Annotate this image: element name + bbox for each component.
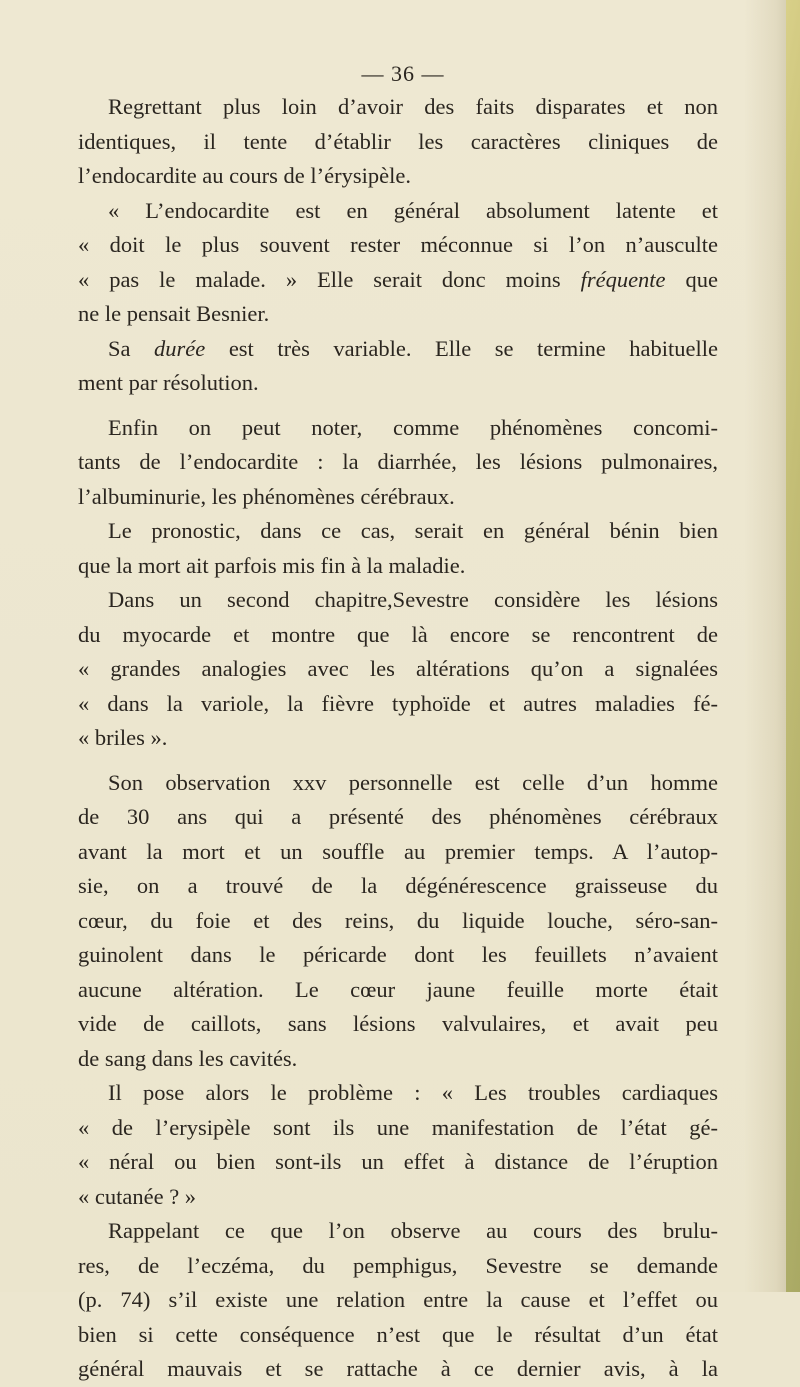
text-line — [78, 263, 718, 298]
paragraph-gap — [78, 756, 718, 766]
text-line: ne le pensait Besnier. — [78, 301, 270, 326]
text-line: identiques, il tente d’établir les caractères cliniques de — [78, 128, 718, 154]
text-line: Son observation xxv personnelle est celle d’un homme — [108, 769, 718, 795]
text-run: « pas le malade. » Elle serait donc moins — [78, 266, 581, 292]
text-line: vide de caillots, sans lésions valvulaires, et avait peu — [78, 1011, 718, 1036]
text-line: Il pose alors le problème : « Les troubles cardiaques — [108, 1080, 718, 1105]
text-line: Regrettant plus loin d’avoir des faits disparates et non — [108, 94, 718, 119]
text-line: « L’endocardite est en général absolument latente et — [108, 197, 718, 223]
text-line: l’albuminurie, les phénomènes cérébraux. — [78, 483, 455, 509]
text-line: général mauvais et se rattache à ce dernier avis, à la — [78, 1356, 718, 1381]
text-line: Enfin on peut noter, comme phénomènes concomi- — [108, 414, 718, 440]
text-line: sie, on a trouvé de la dégénérescence graisseuse du — [78, 873, 718, 898]
page-edge — [786, 0, 800, 1292]
paragraph — [78, 411, 718, 515]
text-run: Sa — [108, 335, 155, 361]
paragraphs — [78, 90, 718, 1387]
text-line: ment par résolution. — [78, 370, 259, 395]
text-line: cœur, du foie et des reins, du liquide louche, séro-san- — [78, 907, 718, 933]
text-line: du myocarde et montre que là encore se rencontrent de — [78, 621, 718, 647]
page-number: — 36 — — [361, 61, 445, 86]
text-line: Rappelant ce que l’on observe au cours des brulu- — [108, 1218, 718, 1243]
text-line: « cutanée ? » — [78, 1183, 197, 1209]
text-line: « grandes analogies avec les altérations qu’on a signalées — [78, 656, 718, 681]
paragraph — [78, 194, 718, 332]
paragraph — [78, 90, 718, 194]
paragraph — [78, 766, 718, 1077]
text-line: avant la mort et un souffle au premier temps. A l’autop- — [78, 838, 718, 864]
text-line: tants de l’endocardite : la diarrhée, les lésions pulmonaires, — [78, 449, 718, 474]
text-line: Le pronostic, dans ce cas, serait en général bénin bien — [108, 518, 718, 543]
text-line: que la mort ait parfois mis fin à la maladie. — [78, 552, 466, 578]
text-line: « de l’erysipèle sont ils une manifestation de l’état gé- — [78, 1114, 718, 1140]
paragraph — [78, 332, 718, 401]
paragraph — [78, 1076, 718, 1214]
text-run: que — [665, 266, 718, 292]
italic-term: durée — [154, 335, 206, 361]
text-line: « dans la variole, la fièvre typhoïde et autres maladies fé- — [78, 690, 718, 716]
text-line: « doit le plus souvent rester méconnue si l’on n’ausculte — [78, 232, 718, 257]
paragraph — [78, 583, 718, 756]
text-line: l’endocardite au cours de l’érysipèle. — [78, 163, 411, 188]
paragraph-gap — [78, 401, 718, 411]
text-line: Dans un second chapitre,Sevestre considère les lésions — [108, 587, 718, 612]
text-line: aucune altération. Le cœur jaune feuille morte était — [78, 976, 718, 1002]
text-body — [78, 60, 718, 1387]
text-line: bien si cette conséquence n’est que le résultat d’un état — [78, 1321, 718, 1347]
paragraph — [78, 1214, 718, 1387]
text-line: « néral ou bien sont-ils un effet à distance de l’éruption — [78, 1149, 718, 1174]
text-run: est très variable. Elle se termine habituelle — [205, 335, 718, 361]
text-line — [78, 332, 718, 367]
text-line: de sang dans les cavités. — [78, 1045, 298, 1071]
italic-term: fréquente — [580, 266, 666, 292]
text-line: (p. 74) s’il existe une relation entre la cause et l’effet ou — [78, 1287, 718, 1312]
text-line: « briles ». — [78, 725, 168, 750]
text-line: de 30 ans qui a présenté des phénomènes cérébraux — [78, 804, 718, 829]
text-line: res, de l’eczéma, du pemphigus, Sevestre se demande — [78, 1252, 718, 1278]
text-line: guinolent dans le péricarde dont les feuillets n’avaient — [78, 942, 718, 967]
paragraph — [78, 514, 718, 583]
